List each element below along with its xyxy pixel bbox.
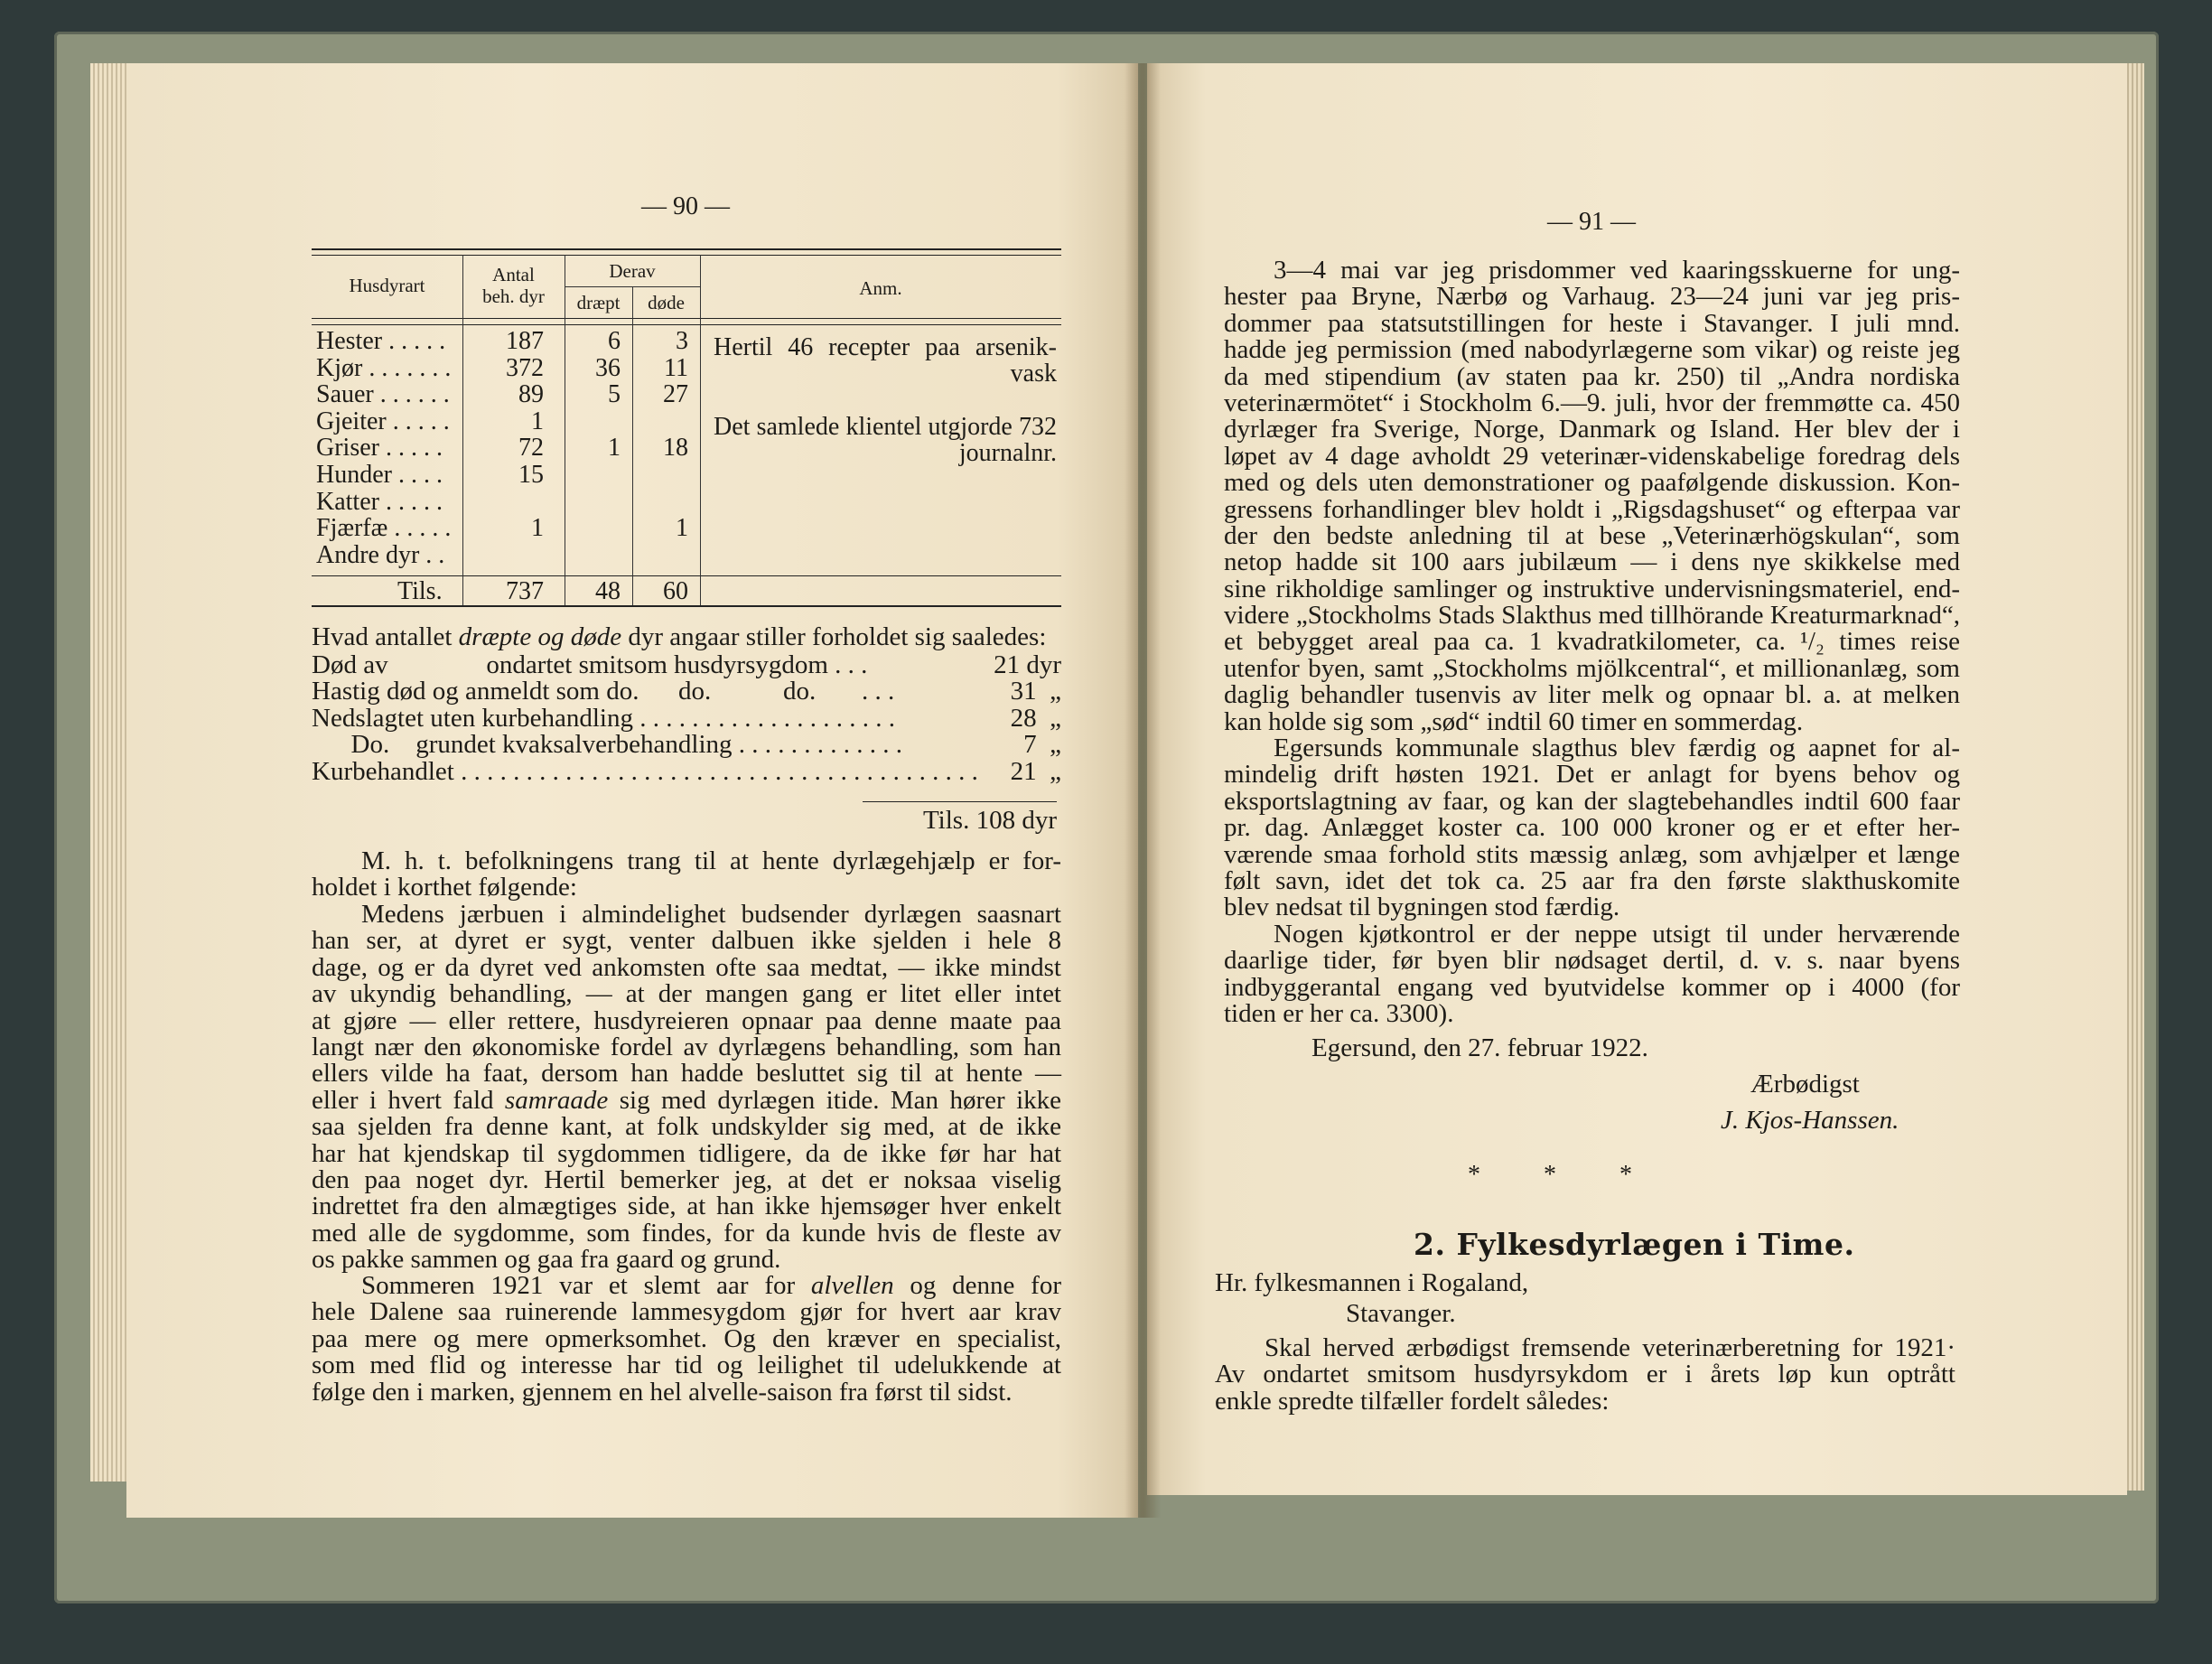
stat-label: Hastig død og anmeldt som do. do. do. . . . [312, 677, 895, 706]
stat-label: Do. grundet kvaksalverbehandling . . . . . . . . . . . . . [312, 730, 903, 760]
right-paragraph-4 [1215, 1335, 1955, 1415]
section-heading: 2. Fylkesdyrlægen i Time. [1414, 1227, 1855, 1262]
stat-label: Nedslagtet uten kurbehandling . . . . . . . . . . . . . . . . . . . . [312, 703, 895, 733]
text-line: 3—4 mai var jeg prisdommer ved kaaringsskuerne for ung- [1274, 256, 1960, 285]
total-antal: 737 [506, 577, 544, 605]
stats-total: Tils. 108 dyr [922, 806, 1057, 835]
stat-value: 21 „ [1010, 756, 1061, 786]
table-row-antal: 1 [531, 407, 544, 435]
table-row-draept: 36 [595, 353, 621, 382]
text-line: da med stipendium (av staten paa kr. 250) til „Andra nordiska [1224, 361, 1960, 391]
text-line: blev nedsat til bygningen stod færdig. [1224, 893, 1620, 922]
header-antal: Antal [492, 264, 535, 285]
table-row-name: Hunder . . . . [316, 461, 443, 489]
text-line: at gjøre — eller rettere, husdyreieren opnaar paa denne maate paa [312, 1005, 1061, 1035]
text-line: daglig behandler tusenvis av liter melk og opnaar bl. a. at melken [1224, 680, 1960, 710]
text-line: Egersunds kommunale slagthus blev færdig og aapnet for al- [1274, 734, 1960, 762]
left-paragraph-1 [312, 848, 1061, 902]
table-row-name: Fjærfæ . . . . . [316, 514, 452, 543]
stat-line [312, 678, 1061, 705]
table-row-antal: 15 [518, 461, 544, 489]
table-row-antal: 372 [506, 353, 544, 382]
text-line: kan holde sig som „sød“ indtil 60 timer en sommerdag. [1224, 706, 1804, 736]
header-draept: dræpt [576, 292, 621, 313]
left-intro: Hvad antallet dræpte og døde dyr angaar stiller forholdet sig saaledes: [312, 622, 1047, 651]
header-beh: beh. dyr [482, 285, 545, 307]
header-anm: Anm. [859, 277, 902, 299]
text-line: enkle spredte tilfæller fordelt således: [1215, 1386, 1610, 1416]
text-line: pr. dag. Anlægget koster ca. 100 000 kroner og er et efter her- [1224, 813, 1960, 843]
closing: Ærbødigst [1750, 1070, 1860, 1098]
table-row-dode: 11 [664, 353, 688, 382]
text-line: der den bedste anledning til at bese „Veterinærhögskulan“, som [1224, 520, 1960, 550]
left-paragraph-3 [312, 1273, 1061, 1406]
table-row-dode: 1 [676, 514, 688, 543]
text-line: mindelig drift høsten 1921. Det er anlagt for byens behov og [1224, 760, 1960, 790]
book-gutter [1125, 63, 1161, 1518]
signature: J. Kjos-Hanssen. [1721, 1106, 1899, 1135]
text-line: M. h. t. befolkningens trang til at hente dyrlægehjælp er for- [361, 846, 1061, 875]
text-line [312, 1085, 1062, 1115]
table-row-antal: 1 [531, 514, 544, 543]
total-label: Tils. [397, 577, 443, 605]
table-row-name: Katter . . . . . [316, 487, 443, 516]
text-line: os pakke sammen og gaa fra gaard og grund. [312, 1245, 781, 1275]
table-row-dode: 3 [676, 327, 688, 355]
text-line: hadde jeg permission (med nabodyrlægerne som vikar) og reiste jeg [1224, 335, 1960, 365]
text-line: sine rikholdige samlinger og instruktive undervisningsmateriel, end- [1224, 574, 1960, 603]
text-line: indrettet fra den almægtiges side, at han ikke hjemsøger hver enkelt [312, 1192, 1061, 1221]
right-paragraph-2 [1224, 735, 1960, 921]
text-run: sig med dyrlægen itide. Man hører ikke [608, 1085, 1062, 1115]
page-edges-left [90, 63, 131, 1482]
anm-line-3: Det samlede klientel utgjorde 732 [714, 413, 1057, 441]
text-line: tiden er her ca. 3300). [1224, 999, 1454, 1029]
text-line: med og dels uten demonstrationer og paafølgende diskussion. Kon- [1224, 468, 1960, 498]
anm-line-2: vask [1010, 360, 1057, 388]
italic-run: samraade [504, 1085, 609, 1115]
left-paragraph-2 [312, 902, 1061, 1273]
text-line: løpet av 4 dage avholdt 29 veterinær-videnskabelige foredrag dels [1224, 441, 1960, 471]
text-line: hele Dalene saa ruinerende lammesygdom gjør for hvert aar krav [312, 1297, 1061, 1327]
stat-label: Død av ondartet smitsom husdyrsygdom . . . [312, 650, 868, 679]
stat-line [312, 756, 1061, 786]
text-line: Medens jærbuen i almindelighet budsender dyrlægen saasnart [361, 900, 1061, 929]
italic-run: alvellen [810, 1271, 894, 1300]
stat-value: 7 „ [1023, 730, 1061, 760]
table-row-antal: 89 [518, 380, 544, 409]
header-dode: døde [648, 292, 685, 313]
table-row-name: Andre dyr . . [316, 540, 445, 569]
text-line: følt savn, idet det tok ca. 25 aar fra den første slakthuskomite [1224, 865, 1960, 895]
text-line: veterinærmötet“ i Stockholm 6.—9. juli, hvor der fremmøtte ca. 450 [1224, 388, 1960, 417]
header-derav: Derav [609, 260, 656, 282]
text-line: langt nær den økonomiske fordel av dyrlægens behandling, som han [312, 1032, 1061, 1061]
table-row-name: Griser . . . . . [316, 434, 443, 463]
table-row-dode: 18 [663, 434, 688, 463]
total-dode: 60 [663, 577, 688, 605]
text-line: værende smaa forhold stits mæssig anlæg, som avhjælper et længe [1224, 839, 1960, 869]
table-row-dode: 27 [663, 380, 688, 409]
right-paragraph-3 [1224, 921, 1960, 1028]
text-line: holdet i korthet følgende: [312, 873, 577, 902]
table-row-name: Gjeiter . . . . . [316, 407, 450, 435]
text-line: utenfor byen, samt „Stockholms mjölkcentral“, et millionanlæg, som [1224, 653, 1960, 683]
text-line: dommer paa statsutstillingen for heste i Stavanger. I juli mnd. [1224, 308, 1960, 338]
table-row-name: Hester . . . . . [316, 327, 446, 355]
text-run: Sommeren 1921 var et slemt aar for [361, 1271, 811, 1300]
table-row-name: Kjør . . . . . . . [316, 353, 452, 382]
page-number-right: — 91 — [1547, 208, 1636, 236]
text-run: og denne for [893, 1271, 1061, 1300]
text-line: Nogen kjøtkontrol er der neppe utsigt til under herværende [1274, 920, 1960, 949]
dateline: Egersund, den 27. februar 1922. [1311, 1033, 1648, 1062]
text-line: eksportslagtning av faar, og kan der slagtebehandles indtil 600 faar [1224, 786, 1960, 816]
stat-label: Kurbehandlet . . . . . . . . . . . . . . . . . . . . . . . . . . . . . . . . . . . . . . . . [312, 756, 978, 786]
text-line: videre „Stockholms Stads Slakthus med tillhörande Kreaturmarknad“, [1224, 601, 1960, 631]
text-run: eller i hvert fald [312, 1085, 505, 1115]
text-line: ellers vilde ha faat, dersom han hadde besluttet sig til at hente — [312, 1059, 1061, 1089]
text-line: hester paa Bryne, Nærbø og Varhaug. 23—24 juni var jeg pris- [1224, 282, 1960, 312]
livestock-table [312, 248, 1061, 610]
table-row-antal: 72 [518, 434, 544, 463]
table-row-draept: 5 [608, 380, 621, 409]
text-line: Av ondartet smitsom husdyrsykdom er i årets løp kun optrått [1215, 1360, 1955, 1389]
table-row-antal: 187 [506, 327, 544, 355]
right-paragraph-1 [1224, 257, 1960, 735]
text-line: av ukyndig behandling, — at der mangen gang er litet eller intet [312, 979, 1061, 1009]
text-line: dage, og er da dyret ved ankomsten ofte saa medtat, — ikke mindst [312, 952, 1061, 982]
stat-value: 21 dyr [994, 650, 1061, 679]
text-line: paa mere og mere opmerksomhet. Og den kræver en specialist, [312, 1323, 1061, 1353]
text-line: gressens forhandlinger blev holdt i „Rigsdagshuset“ og efterpaa var [1224, 494, 1960, 524]
text-line: han ser, at dyret er sygt, venter dalbuen ikke sjelden i hele 8 [312, 926, 1061, 956]
table-row-name: Sauer . . . . . . [316, 380, 450, 409]
stat-line [312, 652, 1061, 678]
text-line: saa sjelden fra denne kant, at folk undskylder sig med, at de ikke [312, 1112, 1061, 1142]
stats-list [312, 652, 1061, 785]
text-line: et bebygget areal paa ca. 1 kvadratkilometer, ca. ¹/₂ times reise [1224, 627, 1960, 657]
addressee-line-2: Stavanger. [1346, 1299, 1456, 1328]
stat-value: 28 „ [1010, 703, 1061, 733]
addressee-line-1: Hr. fylkesmannen i Rogaland, [1215, 1268, 1529, 1297]
anm-line-4: journalnr. [958, 439, 1057, 467]
text-line: med alle de sygdomme, som findes, for da kunde hvis de fleste av [312, 1218, 1061, 1248]
total-draept: 48 [595, 577, 621, 605]
header-husdyrart: Husdyrart [349, 275, 425, 296]
page-edges-right [2124, 63, 2144, 1491]
text-line: daarlige tider, før byen blir nødsaget dertil, d. v. s. naar byens [1224, 946, 1960, 976]
text-line: som med flid og interesse har tid og leilighet til udelukkende at [312, 1351, 1061, 1380]
table-row-draept: 1 [608, 434, 621, 463]
text-line: har hat kjendskap til sygdommen tidligere, da de ikke før har hat [312, 1138, 1061, 1168]
text-line: indbyggerantal engang ved byutvidelse kommer op i 4000 (for [1224, 972, 1960, 1002]
text-line: Skal herved ærbødigst fremsende veterinærberetning for 1921· [1265, 1333, 1955, 1362]
page-number-left: — 90 — [641, 192, 730, 220]
text-line [312, 1273, 1061, 1299]
table-row-draept: 6 [608, 327, 621, 355]
section-separator: * * * [1468, 1161, 1632, 1189]
stat-value: 31 „ [1010, 677, 1061, 706]
text-line: netop hadde sit 100 aars jubilæum — i dens nye skikkelse med [1224, 547, 1960, 577]
anm-line-1: Hertil 46 recepter paa arsenik- [714, 333, 1057, 361]
text-line: den paa noget dyr. Hertil bemerker jeg, at det er noksaa viselig [312, 1164, 1061, 1194]
text-line: dyrlæger fra Sverige, Norge, Danmark og Island. Her blev der i [1224, 415, 1960, 444]
stat-line [312, 703, 1061, 733]
text-line: følge den i marken, gjennem en hel alvelle-saison fra først til sidst. [312, 1377, 1013, 1407]
stat-line [312, 732, 1061, 758]
